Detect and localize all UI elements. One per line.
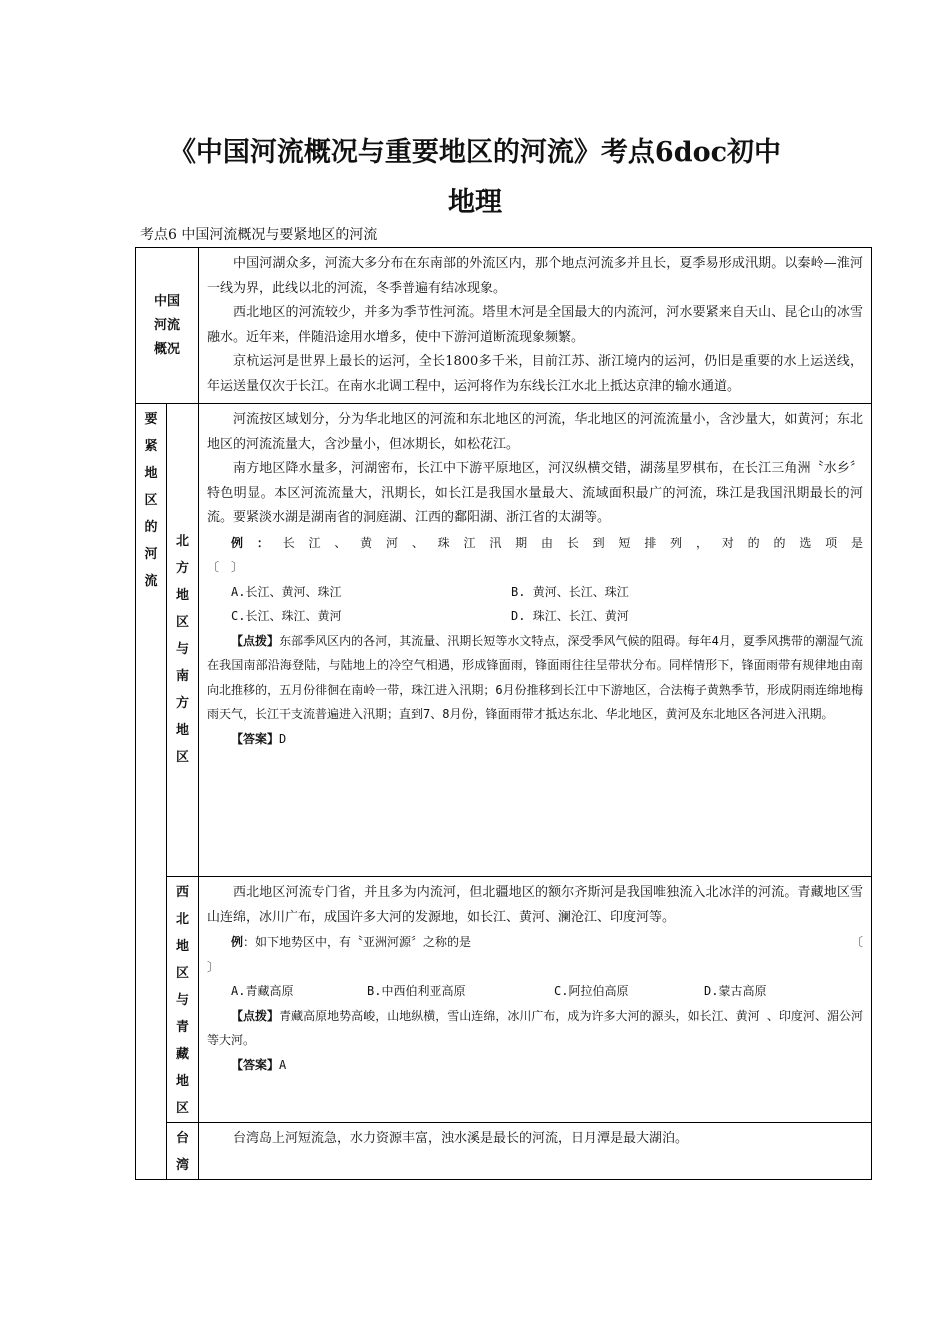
label-char: 区 bbox=[176, 750, 190, 765]
taiwan-paragraph: 台湾岛上河短流急，水力资源丰富，浊水溪是最长的河流，日月潭是最大湖泊。 bbox=[233, 1131, 689, 1146]
option-b: B.中西伯利亚高原 bbox=[367, 984, 466, 998]
option-c: C.长江、珠江、黄河 bbox=[231, 609, 342, 623]
label-char: 区 bbox=[176, 966, 190, 981]
taiwan-content bbox=[199, 1123, 872, 1180]
option-row bbox=[207, 604, 863, 629]
tip-label: 【点拨】 bbox=[231, 633, 280, 648]
label-char: 要 bbox=[144, 412, 158, 427]
tip-paragraph bbox=[207, 629, 863, 727]
option-row bbox=[207, 580, 863, 605]
example-text: 长江、黄河、珠江汛期由长到短排列，对的的选项是 bbox=[282, 535, 863, 550]
northwest-row bbox=[136, 877, 872, 1123]
option-c: C.阿拉伯高原 bbox=[554, 984, 629, 998]
label-char: 方 bbox=[176, 696, 190, 711]
option-d: D. 珠江、长江、黄河 bbox=[511, 609, 629, 623]
north-south-label bbox=[167, 404, 199, 877]
main-region-label bbox=[136, 404, 167, 1180]
answer-paragraph bbox=[207, 727, 863, 752]
answer-value: D bbox=[279, 731, 287, 746]
northwest-paragraph: 西北地区河流专门省，并且多为内流河，但北疆地区的额尔齐斯河是我国唯独流入北冰洋的河流。青藏地区雪山连绵，冰川广布，成国许多大河的发源地，如长江、黄河、澜沧江、印度河等。 bbox=[207, 885, 864, 925]
label-char: 藏 bbox=[176, 1047, 190, 1062]
overview-label-line: 河流 bbox=[154, 317, 181, 333]
northwest-content bbox=[199, 877, 872, 1123]
example-bracket-open: 〔 bbox=[851, 935, 864, 949]
option-a: A.青藏高原 bbox=[231, 984, 294, 998]
north-south-paragraph: 南方地区降水量多，河湖密布，长江中下游平原地区，河汉纵横交错，湖荡星罗棋布，在长江三角洲〝水乡〞特色明显。本区河流流量大，汛期长，如长江是我国水量最大、流域面积最广的河流，珠江是我国汛期最长的河流。要紧淡水湖是湖南省的洞庭湖、江西的鄱阳湖、浙江省的太湖等。 bbox=[207, 461, 864, 525]
option-b: B. 黄河、长江、珠江 bbox=[511, 584, 629, 599]
label-char: 台 bbox=[176, 1131, 190, 1146]
label-char: 地 bbox=[176, 723, 190, 738]
answer-value: A bbox=[279, 1057, 287, 1072]
label-char: 区 bbox=[176, 615, 190, 630]
label-char: 地 bbox=[176, 588, 190, 603]
option-d: D.蒙古高原 bbox=[704, 984, 767, 998]
label-char: 河 bbox=[144, 547, 158, 562]
north-south-content bbox=[199, 404, 872, 877]
label-char: 南 bbox=[176, 669, 190, 684]
section-heading: 考点6 中国河流概况与要紧地区的河流 bbox=[140, 227, 378, 243]
answer-label: 【答案】 bbox=[231, 1057, 280, 1072]
label-char: 区 bbox=[176, 1101, 190, 1116]
label-char: 北 bbox=[176, 534, 190, 549]
overview-paragraph: 京杭运河是世界上最长的运河，全长1800多千米，目前江苏、浙江境内的运河，仍旧是重要的水上运送线，年运送量仅次于长江。在南水北调工程中，运河将作为东线长江水北上抵达京津的输水通道。 bbox=[207, 354, 864, 394]
label-char: 区 bbox=[144, 493, 158, 508]
overview-content bbox=[199, 248, 872, 404]
label-char: 北 bbox=[176, 912, 190, 927]
overview-label bbox=[136, 248, 199, 404]
example-question bbox=[207, 531, 863, 556]
overview-label-line: 中国 bbox=[154, 293, 181, 309]
label-char: 的 bbox=[144, 520, 158, 535]
overview-paragraph: 西北地区的河流较少，并多为季节性河流。塔里木河是全国最大的内流河，河水要紧来自天山、昆仑山的冰雪融水。近年来，伴随沿途用水增多，使中下游河道断流现象频繁。 bbox=[207, 305, 864, 345]
north-south-row bbox=[136, 404, 872, 877]
label-char: 西 bbox=[176, 885, 190, 900]
example-bracket: 〔 〕 bbox=[207, 560, 244, 574]
overview-label-line: 概况 bbox=[154, 341, 181, 357]
content-table bbox=[135, 247, 872, 1180]
label-char: 方 bbox=[176, 561, 190, 576]
north-south-paragraph: 河流按区域划分，分为华北地区的河流和东北地区的河流，华北地区的河流流量小，含沙量大，如黄河；东北地区的河流流量大，含沙量小，但冰期长，如松花江。 bbox=[207, 412, 864, 452]
label-char: 地 bbox=[176, 1074, 190, 1089]
option-a: A.长江、黄河、珠江 bbox=[231, 584, 342, 599]
northwest-label bbox=[167, 877, 199, 1123]
label-char: 流 bbox=[144, 574, 158, 589]
tip-label: 【点拨】 bbox=[231, 1008, 280, 1023]
overview-row bbox=[136, 248, 872, 404]
document-title bbox=[60, 128, 890, 228]
label-char: 紧 bbox=[144, 439, 158, 454]
label-char: 与 bbox=[176, 993, 190, 1008]
label-char: 青 bbox=[176, 1020, 190, 1035]
label-char: 地 bbox=[176, 939, 190, 954]
tip-text: 青藏高原地势高峻，山地纵横，雪山连绵，冰川广布，成为许多大河的源头，如长江、黄河 、印度河、湄公河等大河。 bbox=[207, 1008, 863, 1047]
overview-paragraph: 中国河湖众多，河流大多分布在东南部的外流区内，那个地点河流多并且长，夏季易形成汛期。以秦岭—淮河一线为界，此线以北的河流，冬季普遍有结冰现象。 bbox=[207, 256, 864, 296]
label-char: 湾 bbox=[176, 1158, 190, 1173]
answer-paragraph bbox=[207, 1053, 863, 1078]
taiwan-label bbox=[167, 1123, 199, 1180]
taiwan-row bbox=[136, 1123, 872, 1180]
label-char: 与 bbox=[176, 642, 190, 657]
example-text: ：如下地势区中，有〝亚洲河源〞之称的是 bbox=[243, 935, 472, 949]
example-question bbox=[207, 930, 863, 955]
tip-text: 东部季风区内的各河，其流量、汛期长短等水文特点，深受季风气候的阻碍。每年4月，夏季风携带的潮湿气流在我国南部沿海登陆，与陆地上的冷空气相遇，形成锋面雨，锋面雨往往呈带状分布。同样情形下，锋面雨带有规律地由南向北推移的，五月份徘徊在南岭一带，珠江进入汛期；6月份推移到长江中下游地区，合法梅子黄熟季节，形成阴雨连绵地梅雨天气，长江干支流普遍进入汛期；直到7、8月份，锋面雨带才抵达东北、华北地区，黄河及东北地区各河进入汛期。 bbox=[207, 633, 864, 721]
answer-label: 【答案】 bbox=[231, 731, 280, 746]
tip-paragraph bbox=[207, 1004, 863, 1053]
label-char: 地 bbox=[144, 466, 158, 481]
example-bracket-close: 〕 bbox=[207, 959, 220, 974]
example-label: 例 bbox=[231, 935, 244, 949]
title-line-1: 《中国河流概况与重要地区的河流》考点6doc初中 bbox=[168, 137, 782, 168]
example-label: 例： bbox=[231, 535, 283, 550]
option-row bbox=[207, 979, 863, 1004]
title-line-2: 地理 bbox=[448, 187, 502, 218]
